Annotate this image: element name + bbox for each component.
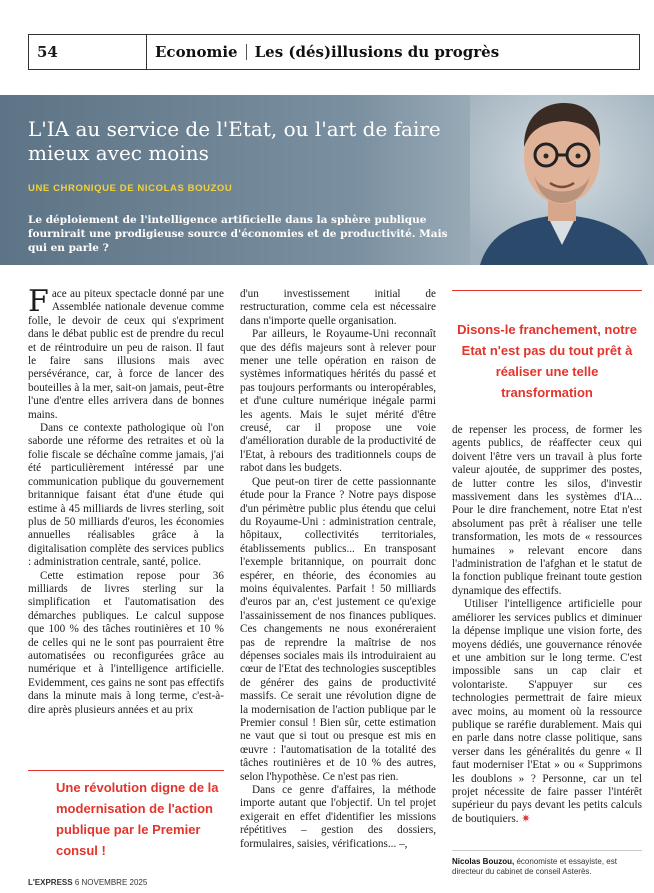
paragraph: de repenser les process, de former les agents publics, de réaffecter ceux qui doivent l'être vers un travail à plus forte valeur ajoutée, de supprimer des postes, de lutter contre les silos, d'investir massivement dans les systèmes d'IA... Pour le dire franchement, notre Etat n'est absolument pas prêt à réaliser une telle transformation, les mots de « ressources humaines » relevant encore dans l'administration de l'afghan et le statut de la fonction publique freinant toute gestion dynamique des effectifs. <box>452 424 642 597</box>
author-signature <box>452 850 642 877</box>
article-column-1 <box>28 284 224 717</box>
page-number: 54 <box>29 35 147 69</box>
paragraph: Que peut-on tirer de cette passionnante étude pour la France ? Notre pays dispose d'un périmètre public plus étendu que celui du Royaume-Uni : administration centrale, hôpitaux, collectivités territoriales, établissements publics... En transposant l'exemple britannique, on pourrait donc espérer, en théorie, des économies au moins équivalentes. Parfait ! 50 milliards d'euros par an, c'est justement ce qu'exige l'assainissement de nos finances publiques. Ces changements ne nous exonéreraient pas de reprendre la maîtrise de nos dépenses sociales mais ils introduiraient au cœur de l'Etat des technologies susceptibles de générer des gains de productivité massifs. Ce serait une révolution digne de la modernisation de l'action publique par le Premier consul ! Bien sûr, cette estimation ne vaut que si tout ou presque est mis en œuvre : l'automatisation de la totalité des tâches routinières et de 10 % des autres, selon l'hypothèse. Ce n'est pas rien. <box>240 475 436 783</box>
article-column-3 <box>452 424 642 826</box>
publication-date: 6 NOVEMBRE 2025 <box>74 878 148 887</box>
article-title: L'IA au service de l'Etat, ou l'art de faire mieux avec moins <box>28 117 441 165</box>
page-footer <box>28 878 147 887</box>
author-bio: économiste et essayiste, est directeur du cabinet de conseil Asterès. <box>452 857 617 876</box>
paragraph: Par ailleurs, le Royaume-Uni reconnaît que des défis majeurs sont à relever pour mener une telle opération en raison de systèmes informatiques hérités du passé et pas toujours performants ou interopérables, et d'une culture numérique inégale parmi les agents. Mais le sujet mérité d'être creusé, car il propose une voie d'amélioration durable de la productivité de l'Etat, à rebours des traditionnels coups de rabot dans les budgets. <box>240 328 436 475</box>
paragraph: Dans ce genre d'affaires, la méthode importe autant que l'objectif. Un tel projet exigerait en effet d'identifier les missions répétitives – gestion des dossiers, formulaires, saisies, vérifications... –, <box>240 784 436 850</box>
article-byline: UNE CHRONIQUE DE NICOLAS BOUZOU <box>28 183 233 194</box>
publication-name: L'EXPRESS <box>28 878 73 887</box>
section-theme: Les (dés)illusions du progrès <box>254 43 500 61</box>
article-lede: Le déploiement de l'intelligence artificielle dans la sphère publique fournirait une prodigieuse source d'économies et de productivité. Mais qui en parle ? <box>28 214 448 254</box>
paragraph: Utiliser l'intelligence artificielle pour améliorer les services publics et diminuer la dépense implique une vision forte, des moyens dédiés, une gouvernance rénovée et une ambition sur le long terme. C'est impossible sans un cap clair et volontariste. S'appuyer sur ces technologies permettrait de faire mieux avec moins, au moment où la ressource publique se raréfie durablement. Mais qui en parle dans notre classe politique, sans verser dans les généralités du genre « Il faut moderniser l'Etat » ou « Supprimons les doublons » ? Personne, car un tel projet nécessite de faire passer l'intérêt supérieur du pays devant les petits calculs de boutiquiers. ✷ <box>452 598 642 825</box>
section-header <box>28 34 640 70</box>
section-name: Economie <box>155 43 238 61</box>
end-mark-icon: ✷ <box>521 812 531 825</box>
author-portrait <box>470 95 654 265</box>
paragraph: d'un investissement initial de restructuration, comme cela est nécessaire dans n'importe quelle organisation. <box>240 288 436 327</box>
article-column-2 <box>240 288 436 851</box>
rubric-divider <box>246 44 247 60</box>
pull-quote: Une révolution digne de la modernisation de l'action publique par le Premier consul ! <box>28 770 224 861</box>
paragraph: Cette estimation repose pour 36 milliards de livres sterling sur la simplification et l'automatisation des démarches publiques. Le calcul suppose que 100 % des tâches routinières et 10 % de celles qui ne le sont pas pourraient être automatisées ou reconfigurées grâce au numérique et à l'intelligence artificielle. Evidemment, ces gains ne sont pas effectifs dans la minute mais à long terme, c'est-à-dire après plusieurs années et au prix <box>28 569 224 716</box>
drop-cap: F <box>28 284 49 319</box>
paragraph: Face au piteux spectacle donné par une Assemblée nationale devenue comme folle, le devoir de ceux qui s'expriment dans le débat public est de prendre du recul et de réintroduire un peu de raison. Il faut le faire sans illusions mais avec persévérance, car, à force de lancer des bouteilles à la mer, sait-on jamais, peut-être l'une d'entre elles arrivera dans de bonnes mains. <box>28 284 224 421</box>
author-name: Nicolas Bouzou, <box>452 857 515 866</box>
pull-quote: Disons-le franchement, notre Etat n'est pas du tout prêt à réaliser une telle transformation <box>452 290 642 403</box>
article-banner <box>0 95 654 265</box>
section-rubric <box>147 43 499 61</box>
paragraph: Dans ce contexte pathologique où l'on saborde une réforme des retraites et où la folie fiscale se déchaîne comme jamais, j'ai été particulièrement intéressé par une communication publique du gouvernement britannique faisant état d'une étude qui estime à 45 milliards de livres sterling, soit plus de 50 milliards d'euros, les économies annuelles réalisables grâce à la digitalisation complète des services publics : administration centrale, santé, police. <box>28 422 224 569</box>
